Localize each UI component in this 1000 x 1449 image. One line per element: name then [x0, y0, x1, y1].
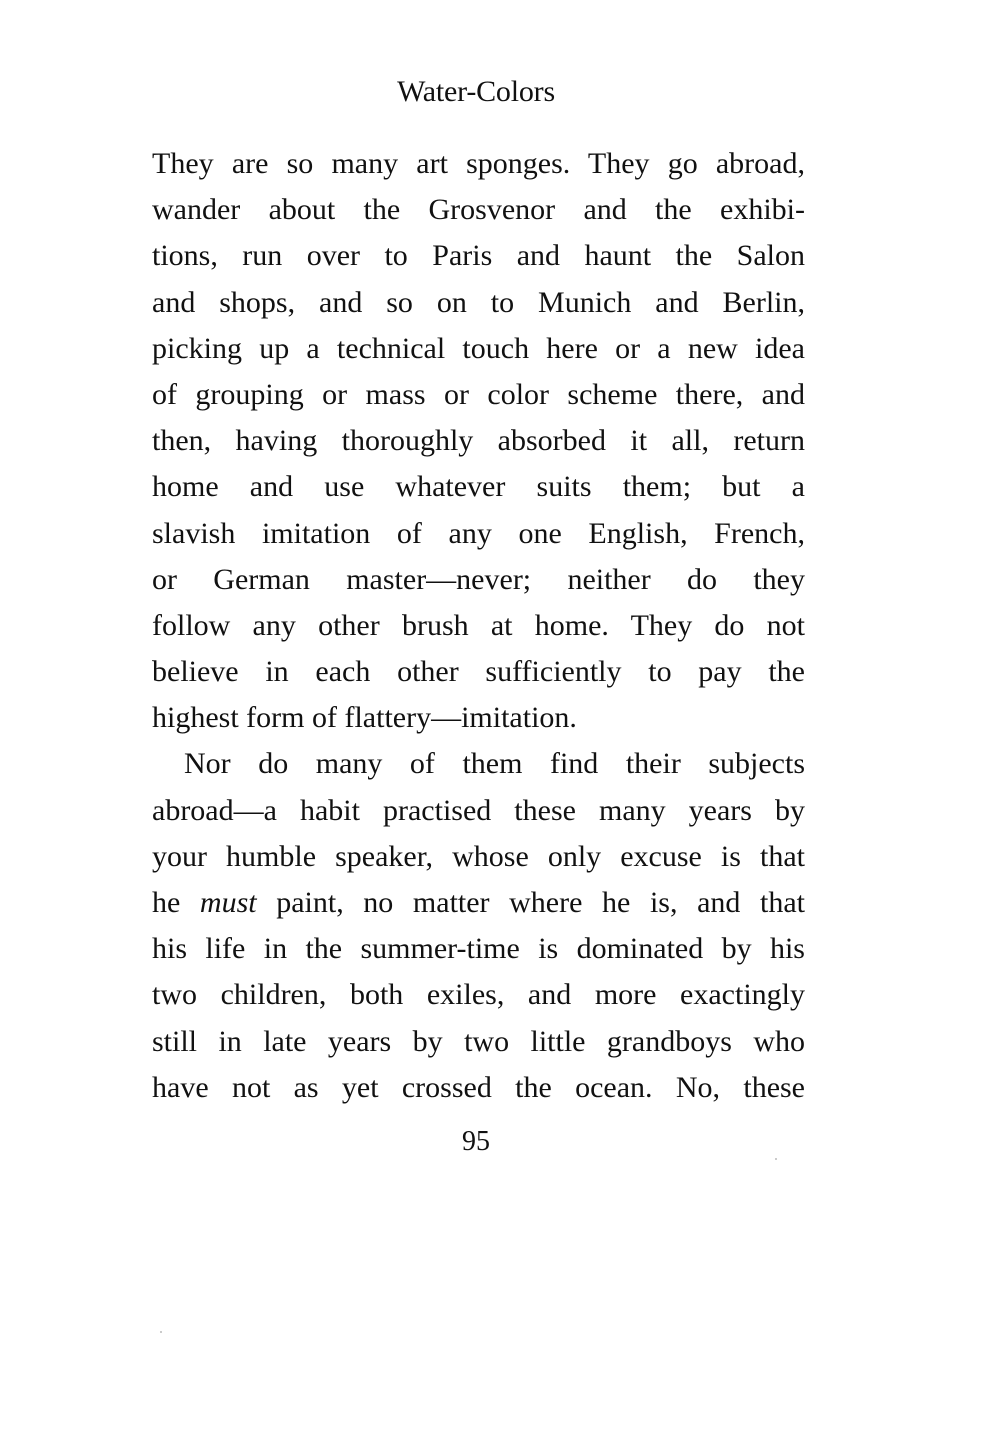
- text-line: and shops, and so on to Munich and Berlin,: [152, 285, 805, 319]
- text-line: follow any other brush at home. They do not: [152, 608, 805, 642]
- text-line: still in late years by two little grandboys who: [152, 1024, 805, 1058]
- text-line: have not as yet crossed the ocean. No, these: [152, 1070, 805, 1104]
- text-line: your humble speaker, whose only excuse is that: [152, 839, 805, 873]
- line-text-after: paint, no matter where he is, and that: [256, 886, 805, 919]
- scan-speck: [775, 1158, 777, 1160]
- text-line: Nor do many of them find their subjects: [184, 747, 805, 781]
- text-line: his life in the summer-time is dominated by his: [152, 932, 805, 966]
- scan-speck: [160, 1331, 162, 1333]
- text-line: slavish imitation of any one English, French,: [152, 516, 805, 550]
- text-line: abroad—a habit practised these many years by: [152, 793, 805, 827]
- running-head: Water-Colors: [397, 75, 555, 108]
- text-line: wander about the Grosvenor and the exhibi-: [152, 193, 805, 227]
- text-line: two children, both exiles, and more exactingly: [152, 978, 805, 1012]
- line-text-before: he: [152, 886, 200, 919]
- text-line: [152, 883, 805, 929]
- text-line: highest form of flattery—imitation.: [152, 701, 577, 735]
- text-line: home and use whatever suits them; but a: [152, 470, 805, 504]
- text-line: then, having thoroughly absorbed it all, return: [152, 424, 805, 458]
- text-line: of grouping or mass or color scheme there, and: [152, 377, 805, 411]
- text-line: picking up a technical touch here or a new idea: [152, 331, 805, 365]
- text-line: tions, run over to Paris and haunt the Salon: [152, 239, 805, 273]
- text-line: They are so many art sponges. They go abroad,: [152, 147, 805, 180]
- body-text: [152, 144, 805, 1114]
- emphasized-word: must: [199, 886, 257, 919]
- text-line: or German master—never; neither do they: [152, 562, 805, 596]
- text-line: believe in each other sufficiently to pay the: [152, 655, 805, 689]
- page-number: 95: [462, 1126, 490, 1157]
